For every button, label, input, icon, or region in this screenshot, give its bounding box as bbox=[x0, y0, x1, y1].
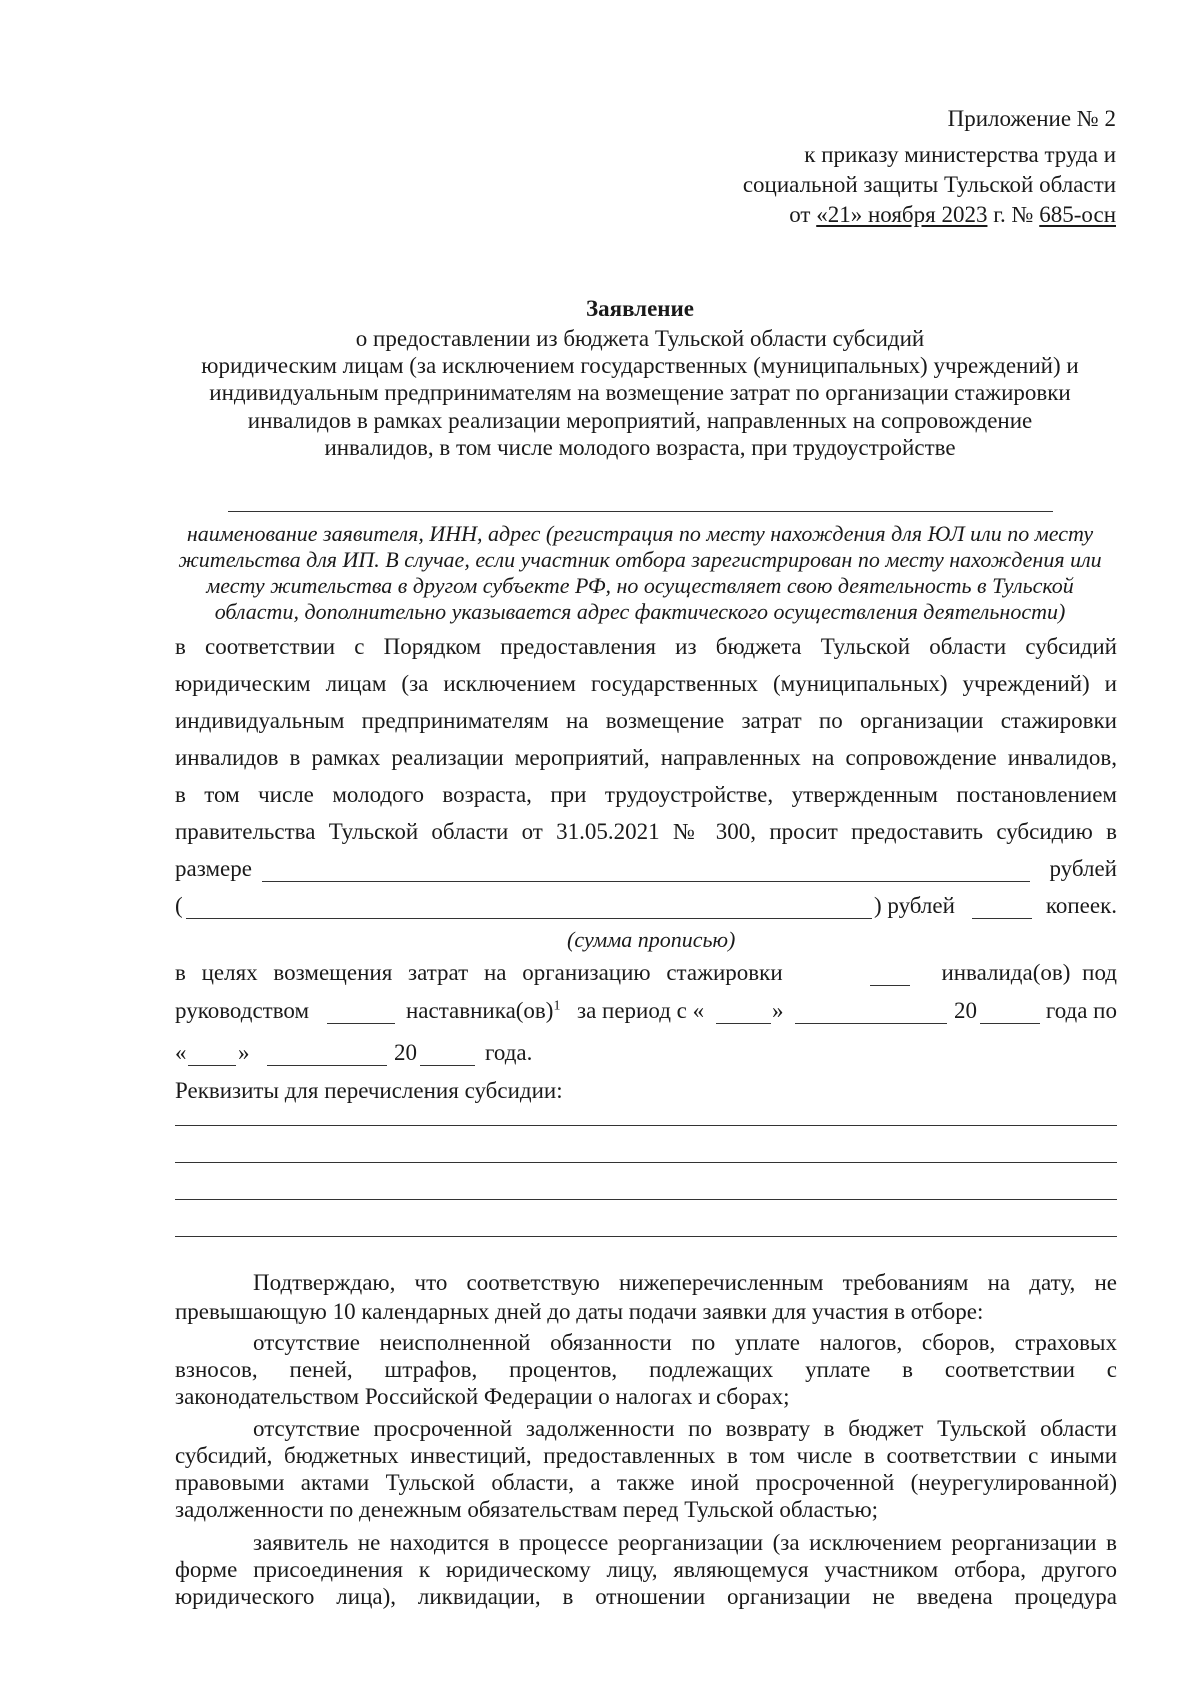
hint-line: месту жительства в другом субъекте РФ, но осуществляет свою деятельность в Тульской bbox=[206, 573, 1074, 598]
appendix-date-line bbox=[789, 202, 1116, 228]
rubles-close-label: ) рублей bbox=[874, 893, 955, 918]
disabled-count-field-line[interactable] bbox=[870, 985, 910, 986]
requirement-line: форме присоединения к юридическому лицу, являющемуся участником отбора, другого bbox=[175, 1557, 1117, 1582]
requirement-line: юридического лица), ликвидации, в отношении организации не введена процедура bbox=[175, 1584, 1117, 1609]
end-month-field-line[interactable] bbox=[267, 1065, 387, 1066]
amount-label: размере bbox=[175, 856, 252, 881]
appendix-number: Приложение № 2 bbox=[947, 106, 1116, 131]
requisites-field-line[interactable] bbox=[175, 1162, 1117, 1163]
document-title: Заявление bbox=[585, 296, 695, 321]
purpose-text: в целях возмещения затрат на организацию стажировки bbox=[175, 960, 783, 985]
body-line: инвалидов в рамках реализации мероприятий, направленных на сопровождение инвалидов, bbox=[175, 745, 1117, 770]
quote-open: « bbox=[175, 1040, 187, 1065]
order-number: 685-осн bbox=[1039, 202, 1116, 227]
start-month-field-line[interactable] bbox=[795, 1023, 947, 1024]
requirement-line: законодательством Российской Федерации о налогах и сборах; bbox=[175, 1384, 790, 1409]
title-line: индивидуальным предпринимателям на возмещение затрат по организации стажировки bbox=[209, 380, 1071, 405]
end-year-prefix: 20 bbox=[394, 1040, 417, 1065]
appendix-ministry: социальной защиты Тульской области bbox=[742, 172, 1116, 197]
requirement-line: заявитель не находится в процессе реорганизации (за исключением реорганизации в bbox=[253, 1530, 1117, 1555]
disabled-label: инвалида(ов) под bbox=[941, 960, 1117, 985]
title-line: юридическим лицам (за исключением государственных (муниципальных) учреждений) и bbox=[201, 353, 1079, 378]
requisites-field-line[interactable] bbox=[175, 1236, 1117, 1237]
confirm-line: превышающую 10 календарных дней до даты подачи заявки для участия в отборе: bbox=[175, 1299, 984, 1324]
end-year-field-line[interactable] bbox=[420, 1065, 475, 1066]
amount-words-field-line[interactable] bbox=[186, 918, 872, 919]
body-line: правительства Тульской области от 31.05.2021 № 300, просит предоставить субсидию в bbox=[175, 819, 1117, 844]
confirm-line: Подтверждаю, что соответствую нижеперечисленным требованиям на дату, не bbox=[253, 1270, 1117, 1295]
start-year-prefix: 20 bbox=[954, 998, 977, 1023]
quote-close: » bbox=[772, 998, 784, 1023]
body-line: в соответствии с Порядком предоставления из бюджета Тульской области субсидий bbox=[175, 634, 1117, 659]
kopecks-label: копеек. bbox=[1045, 893, 1117, 918]
hint-line: наименование заявителя, ИНН, адрес (регистрация по месту нахождения для ЮЛ или по месту bbox=[186, 521, 1094, 546]
requisites-field-line[interactable] bbox=[175, 1199, 1117, 1200]
title-line: инвалидов в рамках реализации мероприятий, направленных на сопровождение bbox=[247, 408, 1033, 433]
order-date: «21» ноября 2023 bbox=[816, 202, 988, 227]
requisites-label: Реквизиты для перечисления субсидии: bbox=[175, 1078, 563, 1103]
kopecks-field-line[interactable] bbox=[972, 918, 1032, 919]
mentor-label bbox=[406, 998, 560, 1024]
title-line: о предоставлении из бюджета Тульской области субсидий bbox=[355, 326, 925, 351]
end-day-field-line[interactable] bbox=[188, 1065, 236, 1066]
requirement-line: задолженности по денежным обязательствам перед Тульской областью; bbox=[175, 1497, 879, 1522]
sum-words-hint: (сумма прописью) bbox=[567, 927, 736, 952]
guidance-label: руководством bbox=[175, 998, 310, 1023]
requisites-field-line[interactable] bbox=[175, 1125, 1117, 1126]
mentor-count-field-line[interactable] bbox=[327, 1023, 395, 1024]
requirement-line: правовыми актами Тульской области, а также иной просроченной (неурегулированной) bbox=[175, 1470, 1117, 1495]
year-to-label: года по bbox=[1045, 998, 1117, 1023]
period-from-label: за период с « bbox=[577, 998, 705, 1023]
hint-line: области, дополнительно указывается адрес фактического осуществления деятельности) bbox=[214, 599, 1066, 624]
open-paren: ( bbox=[175, 893, 183, 918]
requirement-line: отсутствие просроченной задолженности по возврату в бюджет Тульской области bbox=[253, 1416, 1117, 1441]
year-end-label: года. bbox=[485, 1040, 533, 1065]
start-year-field-line[interactable] bbox=[980, 1023, 1040, 1024]
footnote-mark: 1 bbox=[553, 998, 561, 1014]
requirement-line: субсидий, бюджетных инвестиций, предоставленных в том числе в соответствии с иными bbox=[175, 1443, 1117, 1468]
hint-line: жительства для ИП. В случае, если участник отбора зарегистрирован по месту нахождения или bbox=[178, 547, 1102, 572]
rubles-label: рублей bbox=[1049, 856, 1117, 881]
body-line: юридическим лицам (за исключением государственных (муниципальных) учреждений) и bbox=[175, 671, 1117, 696]
title-line: инвалидов, в том числе молодого возраста, при трудоустройстве bbox=[324, 435, 956, 460]
mentor-text: наставника(ов) bbox=[406, 998, 554, 1023]
requirement-line: взносов, пеней, штрафов, процентов, подлежащих уплате в соответствии с bbox=[175, 1357, 1117, 1382]
date-prefix: от bbox=[789, 202, 811, 227]
start-day-field-line[interactable] bbox=[716, 1023, 771, 1024]
body-line: в том числе молодого возраста, при трудоустройстве, утвержденным постановлением bbox=[175, 782, 1117, 807]
date-number-label: г. № bbox=[993, 202, 1034, 227]
requirement-line: отсутствие неисполненной обязанности по уплате налогов, сборов, страховых bbox=[253, 1330, 1117, 1355]
applicant-field-line[interactable] bbox=[228, 511, 1053, 512]
body-line: индивидуальным предпринимателям на возмещение затрат по организации стажировки bbox=[175, 708, 1117, 733]
appendix-order-ref: к приказу министерства труда и bbox=[804, 142, 1116, 167]
amount-field-line[interactable] bbox=[262, 881, 1030, 882]
quote-close-end: » bbox=[238, 1040, 250, 1065]
